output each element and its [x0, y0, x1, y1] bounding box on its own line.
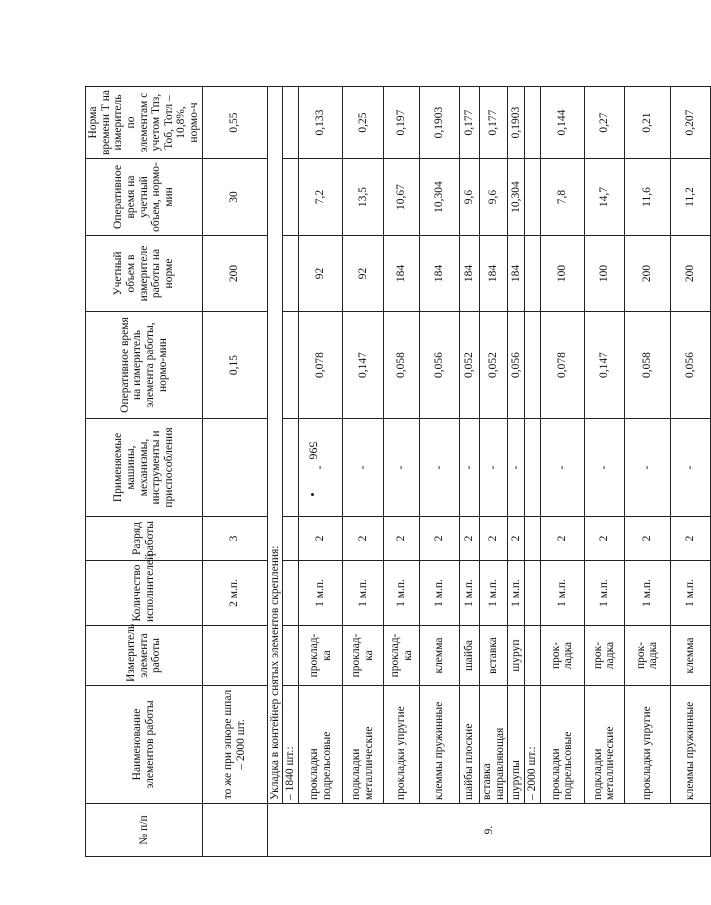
row-volume: 92: [343, 236, 384, 312]
row-norm: 0,25: [343, 87, 384, 159]
table-row: [343, 87, 384, 857]
row-tools: -: [624, 419, 670, 517]
summary-unit: [202, 626, 267, 686]
row-executors: 1 м.п.: [299, 561, 343, 626]
row-tools: -: [384, 419, 420, 517]
header-row: [86, 87, 203, 857]
row-unit: шайба: [460, 626, 480, 686]
row-tools: -: [343, 419, 384, 517]
table-row: [299, 87, 343, 857]
row-name: прокладки упругие: [624, 686, 670, 804]
row-op-volume: 9,6: [480, 159, 508, 236]
section-title-row: [267, 87, 283, 857]
empty-cell: [525, 87, 541, 159]
row-norm: 0,144: [540, 87, 584, 159]
row-unit: клемма: [670, 626, 710, 686]
row-volume: 92: [299, 236, 343, 312]
header-norm: Норма времени Т на измеритель по элементам с учетом Тпз, Тоб, Тотл – 10,8%, нормо-ч: [86, 87, 203, 159]
row-op-time: 0,052: [480, 312, 508, 419]
row-norm: 0,21: [624, 87, 670, 159]
row-grade: 2: [299, 517, 343, 561]
table-row: [670, 87, 710, 857]
row-op-time: 0,147: [343, 312, 384, 419]
empty-cell: [525, 517, 541, 561]
summary-norm: 0,55: [202, 87, 267, 159]
row-op-time: 0,147: [584, 312, 624, 419]
row-op-volume: 9,6: [460, 159, 480, 236]
row-name: прокладки подрельсовые: [299, 686, 343, 804]
row-unit: вставка: [480, 626, 508, 686]
rotated-table-container: [85, 87, 697, 857]
row-volume: 200: [624, 236, 670, 312]
row-op-time: 0,056: [508, 312, 525, 419]
summary-number: [202, 804, 267, 857]
row-name: вставка направляющая: [480, 686, 508, 804]
row-tools: -: [460, 419, 480, 517]
header-executors: Количество исполнителей: [86, 561, 203, 626]
row-executors: 1 м.п.: [480, 561, 508, 626]
header-name: Наименование элементов работы: [86, 686, 203, 804]
group2-title-row: [525, 87, 541, 857]
row-unit: проклад-ка: [384, 626, 420, 686]
row-grade: 2: [343, 517, 384, 561]
empty-cell: [525, 312, 541, 419]
header-op-volume: Оперативное время на учетный объем, нормо-мин: [86, 159, 203, 236]
row-norm: 0,133: [299, 87, 343, 159]
row-grade: 2: [540, 517, 584, 561]
table-row: [384, 87, 420, 857]
row-op-volume: 10,304: [420, 159, 460, 236]
row-unit: прок-ладка: [540, 626, 584, 686]
row-tools: -: [480, 419, 508, 517]
summary-volume: 200: [202, 236, 267, 312]
row-name: шайбы плоские: [460, 686, 480, 804]
row-norm: 0,177: [480, 87, 508, 159]
table-row: [584, 87, 624, 857]
row-norm: 0,197: [384, 87, 420, 159]
row-op-time: 0,058: [624, 312, 670, 419]
row-op-time: 0,056: [420, 312, 460, 419]
row-volume: 184: [508, 236, 525, 312]
row-name: подкладки металлические: [584, 686, 624, 804]
row-name: подкладки металлические: [343, 686, 384, 804]
row-unit: прок-ладка: [624, 626, 670, 686]
row-grade: 2: [670, 517, 710, 561]
row-unit: шуруп: [508, 626, 525, 686]
row-norm: 0,207: [670, 87, 710, 159]
row-op-time: 0,058: [384, 312, 420, 419]
header-volume: Учетный объем в измерителе работы на норме: [86, 236, 203, 312]
row-op-time: 0,052: [460, 312, 480, 419]
group1-title-row: [283, 87, 299, 857]
group1-title: – 1840 шт.:: [283, 686, 299, 804]
row-norm: 0,177: [460, 87, 480, 159]
header-grade: Разряд работы: [86, 517, 203, 561]
row-op-volume: 11,6: [624, 159, 670, 236]
header-op-time: Оперативное время на измеритель элемента работы, нормо-мин: [86, 312, 203, 419]
summary-row: [202, 87, 267, 857]
summary-executors: 2 м.п.: [202, 561, 267, 626]
row-executors: 1 м.п.: [540, 561, 584, 626]
row-grade: 2: [460, 517, 480, 561]
row-norm: 0,27: [584, 87, 624, 159]
row-executors: 1 м.п.: [460, 561, 480, 626]
row-executors: 1 м.п.: [420, 561, 460, 626]
group2-title: – 2000 шт.:: [525, 686, 541, 804]
summary-grade: 3: [202, 517, 267, 561]
row-unit: проклад-ка: [299, 626, 343, 686]
row-name: прокладки подрельсовые: [540, 686, 584, 804]
item-number: 9.: [267, 804, 710, 857]
empty-cell: [525, 159, 541, 236]
row-name: клеммы пружинные: [670, 686, 710, 804]
row-op-volume: 7,2: [299, 159, 343, 236]
row-executors: 1 м.п.: [670, 561, 710, 626]
row-op-volume: 11,2: [670, 159, 710, 236]
row-tools: -: [420, 419, 460, 517]
row-grade: 2: [508, 517, 525, 561]
row-op-time: 0,078: [299, 312, 343, 419]
summary-op-volume: 30: [202, 159, 267, 236]
summary-op-time: 0,15: [202, 312, 267, 419]
header-unit: Измеритель элемента работы: [86, 626, 203, 686]
row-volume: 184: [480, 236, 508, 312]
table-row: [624, 87, 670, 857]
header-number: № п/п: [86, 804, 203, 857]
row-unit: прок-ладка: [584, 626, 624, 686]
page-number: 596: [306, 441, 321, 460]
row-grade: 2: [420, 517, 460, 561]
row-grade: 2: [584, 517, 624, 561]
row-executors: 1 м.п.: [584, 561, 624, 626]
row-name: клеммы пружинные: [420, 686, 460, 804]
row-op-volume: 10,67: [384, 159, 420, 236]
row-tools: -: [299, 419, 343, 517]
header-tools: Применяемые машины, механизмы, инструменты и приспособления: [86, 419, 203, 517]
row-executors: 1 м.п.: [343, 561, 384, 626]
row-op-time: 0,078: [540, 312, 584, 419]
empty-cell: [525, 419, 541, 517]
row-norm: 0,1903: [508, 87, 525, 159]
summary-tools: [202, 419, 267, 517]
row-norm: 0,1903: [420, 87, 460, 159]
row-volume: 100: [584, 236, 624, 312]
row-op-volume: 7,8: [540, 159, 584, 236]
row-name: прокладки упругие: [384, 686, 420, 804]
row-op-time: 0,056: [670, 312, 710, 419]
row-tools: -: [584, 419, 624, 517]
table-row: [480, 87, 508, 857]
table-row: [420, 87, 460, 857]
row-tools: -: [508, 419, 525, 517]
row-volume: 184: [460, 236, 480, 312]
row-unit: проклад-ка: [343, 626, 384, 686]
row-grade: 2: [384, 517, 420, 561]
row-tools: -: [540, 419, 584, 517]
row-executors: 1 м.п.: [508, 561, 525, 626]
empty-cell: [525, 561, 541, 626]
row-grade: 2: [624, 517, 670, 561]
row-executors: 1 м.п.: [384, 561, 420, 626]
row-volume: 184: [384, 236, 420, 312]
row-name: шурупы: [508, 686, 525, 804]
row-grade: 2: [480, 517, 508, 561]
summary-name: то же при эпюре шпал – 2000 шт.: [202, 686, 267, 804]
table-row: [540, 87, 584, 857]
row-op-volume: 13,5: [343, 159, 384, 236]
empty-cell: [525, 626, 541, 686]
row-unit: клемма: [420, 626, 460, 686]
empty-cell: [525, 236, 541, 312]
row-volume: 200: [670, 236, 710, 312]
row-volume: 184: [420, 236, 460, 312]
row-executors: 1 м.п.: [624, 561, 670, 626]
norm-table: [85, 86, 711, 857]
row-op-volume: 14,7: [584, 159, 624, 236]
row-tools: -: [670, 419, 710, 517]
row-volume: 100: [540, 236, 584, 312]
table-row: [508, 87, 525, 857]
row-op-volume: 10,304: [508, 159, 525, 236]
table-row: [460, 87, 480, 857]
section-title: Укладка в контейнер снятых элементов скрепления:: [267, 87, 283, 804]
